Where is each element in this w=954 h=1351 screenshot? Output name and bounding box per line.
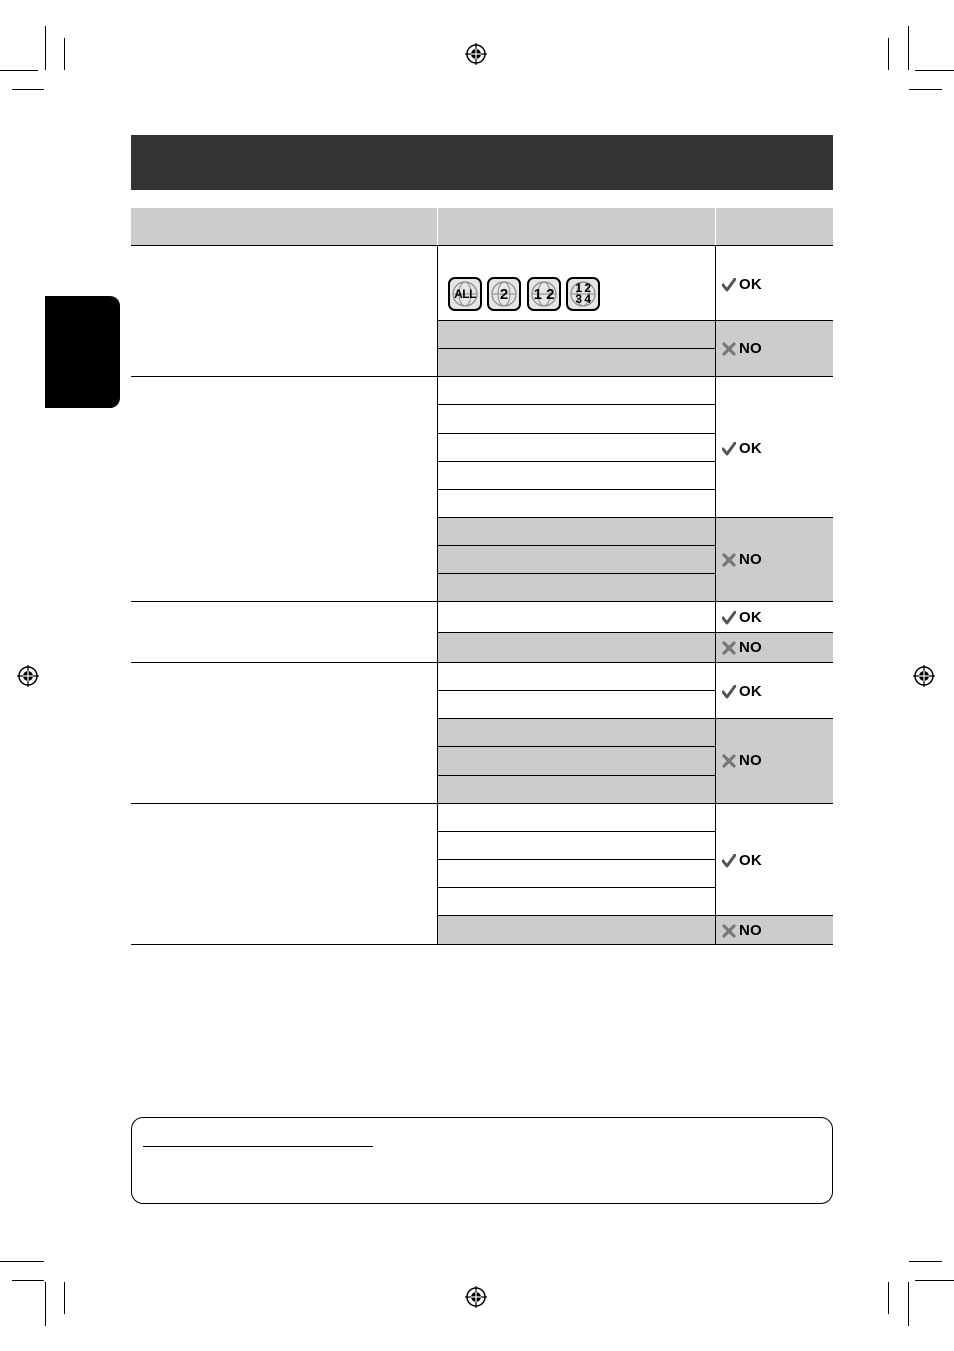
note-heading-underline xyxy=(143,1146,373,1147)
region-1-2-3-4-icon xyxy=(566,277,600,311)
caution-note-box xyxy=(131,1117,833,1204)
group-separator xyxy=(131,662,833,663)
cross-icon xyxy=(722,553,736,567)
status-no-label: NO xyxy=(739,639,762,656)
unsupported-row xyxy=(437,915,715,945)
row-separator xyxy=(437,517,833,518)
row-separator xyxy=(437,718,833,719)
crop-mark xyxy=(12,89,44,90)
row-separator xyxy=(437,545,715,546)
crop-mark xyxy=(909,89,942,90)
status-ok-label: OK xyxy=(739,852,762,869)
status-no xyxy=(722,639,762,656)
status-no xyxy=(722,340,762,357)
row-separator xyxy=(437,775,715,776)
row-separator xyxy=(437,746,715,747)
status-ok-label: OK xyxy=(739,683,762,700)
unsupported-row xyxy=(437,632,715,662)
registration-mark-icon xyxy=(913,665,935,687)
status-no xyxy=(722,551,762,568)
crop-mark xyxy=(888,38,889,70)
status-ok xyxy=(722,683,762,700)
status-no-label: NO xyxy=(739,922,762,939)
unsupported-row xyxy=(437,718,715,803)
section-side-tab xyxy=(45,296,120,408)
status-ok xyxy=(722,276,762,293)
row-separator xyxy=(437,915,833,916)
row-separator xyxy=(437,348,715,349)
row-separator xyxy=(437,690,715,691)
check-icon xyxy=(722,442,736,456)
crop-mark xyxy=(12,1280,44,1281)
crop-mark xyxy=(0,70,38,71)
region-label: 1 2 3 4 xyxy=(575,281,591,306)
crop-mark xyxy=(915,1280,954,1281)
row-separator xyxy=(437,433,715,434)
status-no xyxy=(722,922,762,939)
status-no-label: NO xyxy=(739,752,762,769)
registration-mark-icon xyxy=(17,665,39,687)
row-separator xyxy=(437,573,715,574)
group-separator xyxy=(131,803,833,804)
check-icon xyxy=(722,278,736,292)
crop-mark xyxy=(915,70,954,71)
status-ok-label: OK xyxy=(739,609,762,626)
registration-mark-icon xyxy=(465,43,487,65)
crop-mark xyxy=(908,1282,909,1326)
region-2-icon xyxy=(487,277,521,311)
crop-mark xyxy=(45,26,46,70)
row-separator xyxy=(437,887,715,888)
region-label: 2 xyxy=(499,285,509,303)
row-separator xyxy=(437,859,715,860)
registration-mark-icon xyxy=(465,1286,487,1308)
check-icon xyxy=(722,611,736,625)
crop-mark xyxy=(909,1261,942,1262)
page-header-band xyxy=(131,135,833,190)
row-separator xyxy=(437,404,715,405)
group-separator xyxy=(131,601,833,602)
column-divider xyxy=(715,208,716,245)
check-icon xyxy=(722,854,736,868)
status-no-label: NO xyxy=(739,551,762,568)
column-divider xyxy=(715,245,716,945)
crop-mark xyxy=(45,1282,46,1326)
status-ok xyxy=(722,609,762,626)
cross-icon xyxy=(722,342,736,356)
cross-icon xyxy=(722,641,736,655)
region-label: ALL xyxy=(454,287,476,301)
check-icon xyxy=(722,685,736,699)
crop-mark xyxy=(908,26,909,70)
column-divider xyxy=(437,245,438,945)
region-1-2-icon xyxy=(527,277,561,311)
crop-mark xyxy=(888,1282,889,1314)
status-ok xyxy=(722,440,762,457)
cross-icon xyxy=(722,924,736,938)
crop-mark xyxy=(64,38,65,70)
status-no xyxy=(722,752,762,769)
row-separator xyxy=(437,461,715,462)
status-ok-label: OK xyxy=(739,440,762,457)
table-header-row xyxy=(131,208,833,245)
unsupported-row xyxy=(437,517,715,601)
crop-mark xyxy=(0,1261,44,1262)
group-separator xyxy=(131,245,833,246)
region-all-icon xyxy=(448,277,482,311)
status-ok xyxy=(722,852,762,869)
crop-mark xyxy=(64,1282,65,1314)
disc-compatibility-table xyxy=(131,208,833,945)
row-separator xyxy=(437,320,833,321)
row-separator xyxy=(437,489,715,490)
row-separator xyxy=(437,632,833,633)
group-separator xyxy=(131,944,833,945)
region-label: 1 2 xyxy=(533,285,555,303)
status-ok-label: OK xyxy=(739,276,762,293)
group-separator xyxy=(131,376,833,377)
status-no-label: NO xyxy=(739,340,762,357)
cross-icon xyxy=(722,754,736,768)
row-separator xyxy=(437,831,715,832)
